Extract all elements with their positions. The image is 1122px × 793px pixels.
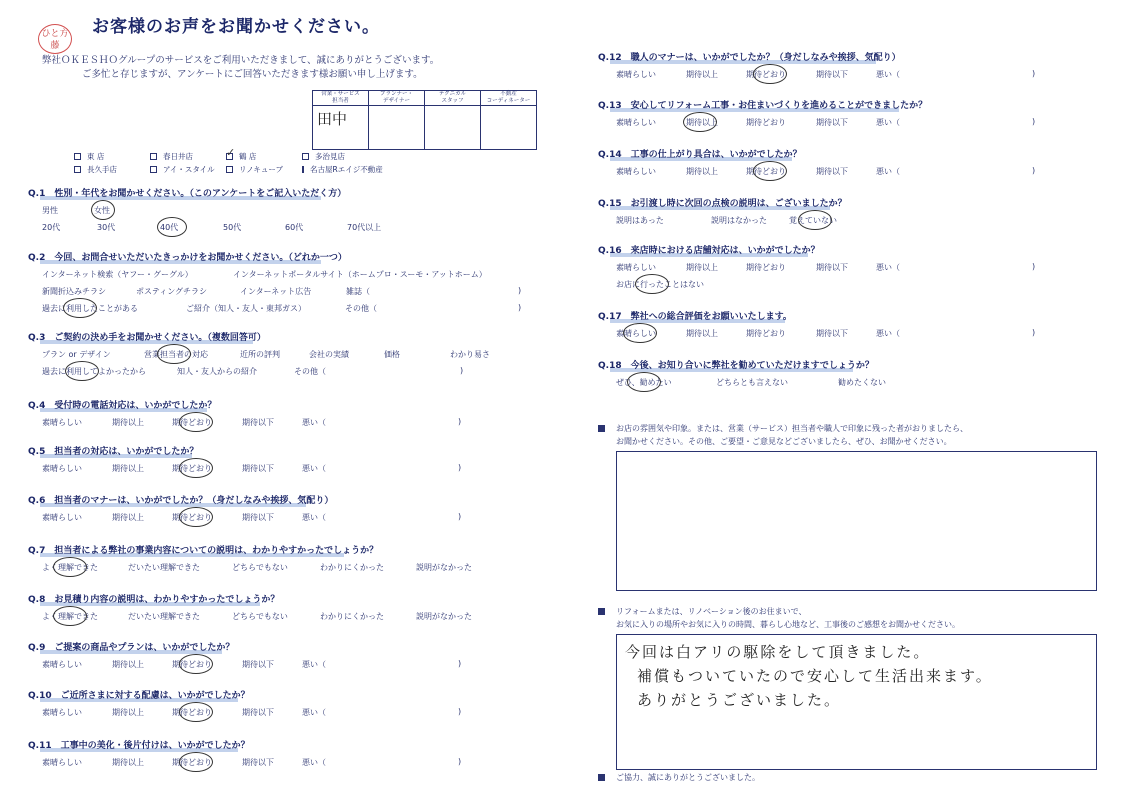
answer-option[interactable]: 期待以下 — [816, 118, 848, 127]
answer-option[interactable]: 期待以下 — [816, 263, 848, 272]
answer-option[interactable]: 素晴らしい — [42, 418, 82, 427]
checkbox-icon[interactable] — [74, 166, 81, 173]
paren-close: ) — [458, 659, 462, 668]
answer-option[interactable]: 素晴らしい — [42, 513, 82, 522]
selected-answer-circle — [53, 557, 87, 577]
answer-option[interactable]: 40代 — [160, 223, 179, 232]
answer-option[interactable]: 価格 — [384, 350, 400, 359]
answer-option[interactable]: わかりにくかった — [320, 612, 384, 621]
right-question-5: Q.16 来店時における店舗対応は、いかがでしたか？ — [598, 246, 820, 256]
answer-option[interactable]: よく理解できた — [42, 563, 98, 572]
paren-close: ) — [458, 417, 462, 426]
answer-option[interactable]: 期待以下 — [242, 464, 274, 473]
answer-option[interactable]: 70代以上 — [347, 223, 382, 232]
answer-option[interactable]: わかり易さ — [450, 350, 490, 359]
store-option[interactable]: リノキューブ — [226, 163, 302, 176]
comment1-textarea[interactable] — [616, 451, 1097, 591]
checkbox-icon[interactable] — [150, 153, 157, 160]
answer-option[interactable]: 期待以下 — [242, 708, 274, 717]
answer-option[interactable]: 雑誌（ — [346, 287, 370, 296]
answer-option[interactable]: 期待以上 — [686, 263, 718, 272]
answer-option[interactable]: 悪い（ — [302, 513, 326, 522]
left-question-11: Q.11 工事中の美化・後片付けは、いかがでしたか？ — [28, 741, 250, 751]
comment1-prompt-line-2: お聞かせください。その他、ご要望・ご意見などございましたら、ぜひ、お聞かせください。 — [616, 437, 952, 446]
selected-answer-circle — [157, 217, 187, 237]
answer-option[interactable]: わかりにくかった — [320, 563, 384, 572]
answer-option[interactable]: インターネット検索（ヤフー・グーグル） — [42, 270, 193, 279]
answer-option[interactable]: 過去に利用したことがある — [42, 304, 138, 313]
selected-answer-circle — [627, 372, 661, 392]
store-option[interactable]: 長久手店 — [74, 163, 150, 176]
answer-option[interactable]: 悪い（ — [876, 118, 900, 127]
answer-option[interactable]: インターネット広告 — [240, 287, 312, 296]
right-question-3: Q.14 工事の仕上がり具合は、いかがでしたか？ — [598, 150, 802, 160]
paren-close: ) — [1032, 328, 1036, 337]
paren-close: ) — [518, 303, 522, 312]
selected-answer-circle — [753, 161, 787, 181]
staff-header-sales: 営業・サービス 担当者 — [313, 91, 369, 106]
check-mark-icon: ✓ — [226, 146, 236, 159]
answer-option[interactable]: 説明がなかった — [416, 563, 472, 572]
bullet-square-icon — [598, 608, 605, 615]
staff-header-technical: テクニカル スタッフ — [425, 91, 481, 106]
answer-option[interactable]: 素晴らしい — [616, 70, 656, 79]
selected-answer-circle — [179, 702, 213, 722]
answer-option[interactable]: 過去に利用してよかったから — [42, 367, 146, 376]
answer-option[interactable]: 20代 — [42, 223, 61, 232]
answer-option[interactable]: 素晴らしい — [616, 263, 656, 272]
store-option[interactable]: 名古屋Rエイジ不動産 — [302, 163, 378, 176]
selected-answer-circle — [179, 458, 213, 478]
answer-option[interactable]: 期待以下 — [242, 758, 274, 767]
store-option[interactable]: アイ・スタイル — [150, 163, 226, 176]
store-option[interactable]: 春日井店 — [150, 150, 226, 163]
selected-answer-circle — [63, 298, 97, 318]
answer-option[interactable]: 知人・友人からの紹介 — [177, 367, 257, 376]
right-question-6: Q.17 弊社への総合評価をお願いいたします。 — [598, 312, 792, 322]
left-question-5: Q.5 担当者の対応は、いかがでしたか？ — [28, 447, 199, 457]
answer-option[interactable]: ポスティングチラシ — [136, 287, 208, 296]
right-question-1: Q.12 職人のマナーは、いかがでしたか？（身だしなみや挨拶、気配り） — [598, 53, 901, 63]
checkbox-icon[interactable] — [226, 146, 236, 160]
answer-option[interactable]: 素晴らしい — [616, 118, 656, 127]
answer-option[interactable]: 期待どおり — [746, 70, 786, 79]
answer-option[interactable]: 期待どおり — [172, 513, 212, 522]
staff-value-technical[interactable] — [425, 106, 481, 150]
intro-line-2: ご多忙と存じますが、アンケートにご回答いただきます様お願い申し上げます。 — [82, 69, 423, 80]
answer-option[interactable]: 会社の実績 — [309, 350, 349, 359]
answer-option[interactable]: 期待どおり — [172, 660, 212, 669]
answer-option[interactable]: 女性 — [94, 206, 110, 215]
answer-option[interactable]: 勧めたくない — [838, 378, 886, 387]
selected-answer-circle — [157, 344, 191, 364]
answer-option[interactable]: ぜひ、勧めたい — [616, 378, 672, 387]
right-question-7: Q.18 今後、お知り合いに弊社を勧めていただけますでしょうか？ — [598, 361, 874, 371]
answer-option[interactable]: 期待以上 — [686, 118, 718, 127]
answer-option[interactable]: 悪い（ — [302, 660, 326, 669]
answer-option[interactable]: 期待以下 — [242, 513, 274, 522]
answer-option[interactable]: お店に行ったことはない — [616, 280, 704, 289]
selected-answer-circle — [179, 412, 213, 432]
answer-option[interactable]: 素晴らしい — [42, 708, 82, 717]
answer-option[interactable]: 覚えていない — [789, 216, 837, 225]
answer-option[interactable]: 悪い（ — [302, 418, 326, 427]
answer-option[interactable]: 期待以上 — [686, 329, 718, 338]
answer-option[interactable]: 期待以上 — [112, 464, 144, 473]
staff-header-realestate: 不動産 コーディネーター — [481, 91, 537, 106]
staff-value-sales[interactable]: 田中 — [313, 106, 369, 150]
checkbox-icon[interactable] — [302, 153, 309, 160]
left-question-2: Q.2 今回、お問合せいただいたきっかけをお聞かせください。（どれか一つ） — [28, 253, 347, 263]
answer-option[interactable]: 期待以上 — [112, 418, 144, 427]
answer-option[interactable]: 新聞折込みチラシ — [42, 287, 106, 296]
right-question-2: Q.13 安心してリフォーム工事・お住まいづくりを進めることができましたか？ — [598, 101, 928, 111]
answer-option[interactable]: 50代 — [223, 223, 242, 232]
answer-option[interactable]: だいたい理解できた — [128, 612, 200, 621]
paren-close: ) — [458, 463, 462, 472]
store-option[interactable]: 多治見店 — [302, 150, 378, 163]
answer-option[interactable]: どちらとも言えない — [716, 378, 788, 387]
answer-option[interactable]: 期待以上 — [112, 513, 144, 522]
staff-value-realestate[interactable] — [481, 106, 537, 150]
handwriting-line-3: ありがとうございました。 — [637, 691, 842, 709]
selected-answer-circle — [179, 654, 213, 674]
store-checklist — [74, 146, 383, 176]
answer-option[interactable]: その他（ — [294, 367, 326, 376]
paren-close: ) — [1032, 262, 1036, 271]
comment1-prompt-line-1: お店の雰囲気や印象。または、営業（サービス）担当者や職人で印象に残った者がおりましたら、 — [616, 424, 968, 433]
handwriting-line-1: 今回は白アリの駆除をして頂きました。 — [625, 643, 931, 661]
page-title: お客様のお声をお聞かせください。 — [92, 17, 380, 37]
answer-option[interactable]: ご紹介（知人・友人・東邦ガス） — [186, 304, 306, 313]
selected-answer-circle — [623, 323, 657, 343]
selected-answer-circle — [179, 752, 213, 772]
paren-close: ) — [518, 286, 522, 295]
answer-option[interactable]: 期待以下 — [242, 660, 274, 669]
answer-option[interactable]: プラン or デザイン — [42, 350, 111, 359]
answer-option[interactable]: 期待以上 — [686, 70, 718, 79]
store-option[interactable]: ✓ 鶴 店 — [226, 146, 257, 161]
answer-option[interactable]: 期待どおり — [746, 329, 786, 338]
answer-option[interactable]: 素晴らしい — [616, 329, 656, 338]
answer-option[interactable]: 期待どおり — [172, 708, 212, 717]
answer-option[interactable]: 期待以上 — [112, 758, 144, 767]
bullet-square-icon — [598, 425, 605, 432]
paren-close: ) — [1032, 69, 1036, 78]
answer-option[interactable]: その他（ — [345, 304, 377, 313]
answer-option[interactable]: 期待以上 — [686, 167, 718, 176]
paren-close: ) — [1032, 166, 1036, 175]
left-question-7: Q.7 担当者による弊社の事業内容についての説明は、わかりやすかったでしょうか？ — [28, 546, 379, 556]
left-question-9: Q.9 ご提案の商品やプランは、いかがでしたか？ — [28, 643, 235, 653]
answer-option[interactable]: 素晴らしい — [42, 464, 82, 473]
answer-option[interactable]: 悪い（ — [876, 329, 900, 338]
selected-answer-circle — [683, 112, 717, 132]
comment2-prompt-line-2: お気に入りの場所やお気に入りの時間、暮らし心地など、工事後のご感想をお聞かせください。 — [616, 620, 960, 629]
answer-option[interactable]: 営業担当者の対応 — [144, 350, 208, 359]
answer-option[interactable]: 悪い（ — [876, 263, 900, 272]
checkbox-icon[interactable] — [226, 166, 233, 173]
left-question-3: Q.3 ご契約の決め手をお聞かせください。（複数回答可） — [28, 333, 266, 343]
answer-option[interactable]: どちらでもない — [232, 612, 288, 621]
answer-option[interactable]: よく理解できた — [42, 612, 98, 621]
answer-option[interactable]: 期待どおり — [172, 418, 212, 427]
footer-thanks: ご協力、誠にありがとうございました。 — [616, 773, 760, 782]
left-question-8: Q.8 お見積り内容の説明は、わかりやすかったでしょうか？ — [28, 595, 280, 605]
selected-answer-circle — [798, 210, 832, 230]
answer-option[interactable]: 期待以上 — [112, 660, 144, 669]
answer-option[interactable]: 悪い（ — [302, 708, 326, 717]
store-option[interactable]: 東 店 — [74, 150, 150, 163]
answer-option[interactable]: インターネットポータルサイト（ホームプロ・スーモ・アットホーム） — [233, 270, 487, 279]
answer-option[interactable]: 期待どおり — [172, 758, 212, 767]
answer-option[interactable]: 説明はあった — [616, 216, 664, 225]
handwriting-line-2: 補償もついていたので安心して生活出来ます。 — [637, 667, 993, 685]
selected-answer-circle — [65, 361, 99, 381]
left-question-1: Q.1 性別・年代をお聞かせください。（このアンケートをご記入いただく方） — [28, 189, 347, 199]
answer-option[interactable]: 期待どおり — [746, 167, 786, 176]
answer-option[interactable]: 素晴らしい — [616, 167, 656, 176]
checkbox-icon[interactable] — [150, 166, 157, 173]
paren-close: ) — [460, 366, 464, 375]
answer-option[interactable]: 悪い（ — [876, 70, 900, 79]
answer-option[interactable]: 期待以下 — [816, 167, 848, 176]
answer-option[interactable]: 近所の評判 — [240, 350, 280, 359]
answer-option[interactable]: 説明はなかった — [711, 216, 767, 225]
answer-option[interactable]: 期待どおり — [172, 464, 212, 473]
staff-header-planner: プランナー・ デザイナー — [369, 91, 425, 106]
answer-option[interactable]: 30代 — [97, 223, 116, 232]
selected-answer-circle — [179, 507, 213, 527]
answer-option[interactable]: 説明がなかった — [416, 612, 472, 621]
answer-option[interactable]: 悪い（ — [876, 167, 900, 176]
selected-answer-circle — [753, 64, 787, 84]
bullet-square-icon — [598, 774, 605, 781]
answer-option[interactable]: 期待以下 — [242, 418, 274, 427]
comment2-textarea[interactable] — [616, 634, 1097, 770]
answer-option[interactable]: 素晴らしい — [42, 660, 82, 669]
answer-option[interactable]: 期待どおり — [746, 263, 786, 272]
staff-table — [312, 90, 537, 150]
answer-option[interactable]: どちらでもない — [232, 563, 288, 572]
answer-option[interactable]: だいたい理解できた — [128, 563, 200, 572]
answer-option[interactable]: 男性 — [42, 206, 58, 215]
left-question-4: Q.4 受付時の電話対応は、いかがでしたか？ — [28, 401, 217, 411]
paren-close: ) — [458, 707, 462, 716]
paren-close: ) — [458, 512, 462, 521]
staff-value-planner[interactable] — [369, 106, 425, 150]
intro-line-1: 弊社ＯＫＥＳＨＯグループのサービスをご利用いただきまして、誠にありがとうございます。 — [42, 55, 440, 66]
comment2-prompt-line-1: リフォームまたは、リノベーション後のお住まいで、 — [616, 607, 807, 616]
paren-close: ) — [458, 757, 462, 766]
answer-option[interactable]: 期待以下 — [816, 329, 848, 338]
selected-answer-circle — [53, 606, 87, 626]
checkbox-icon[interactable] — [74, 153, 81, 160]
answer-option[interactable]: 悪い（ — [302, 464, 326, 473]
left-question-6: Q.6 担当者のマナーは、いかがでしたか？（身だしなみや挨拶、気配り） — [28, 496, 334, 506]
checkbox-icon[interactable] — [302, 166, 304, 173]
paren-close: ) — [1032, 117, 1036, 126]
selected-answer-circle — [91, 200, 115, 220]
company-seal: ひと方 藤 — [38, 24, 72, 54]
answer-option[interactable]: 60代 — [285, 223, 304, 232]
right-question-4: Q.15 お引渡し時に次回の点検の説明は、ございましたか？ — [598, 199, 847, 209]
selected-answer-circle — [635, 274, 669, 294]
answer-option[interactable]: 期待どおり — [746, 118, 786, 127]
left-question-10: Q.10 ご近所さまに対する配慮は、いかがでしたか？ — [28, 691, 250, 701]
answer-option[interactable]: 素晴らしい — [42, 758, 82, 767]
answer-option[interactable]: 悪い（ — [302, 758, 326, 767]
answer-option[interactable]: 期待以上 — [112, 708, 144, 717]
answer-option[interactable]: 期待以下 — [816, 70, 848, 79]
